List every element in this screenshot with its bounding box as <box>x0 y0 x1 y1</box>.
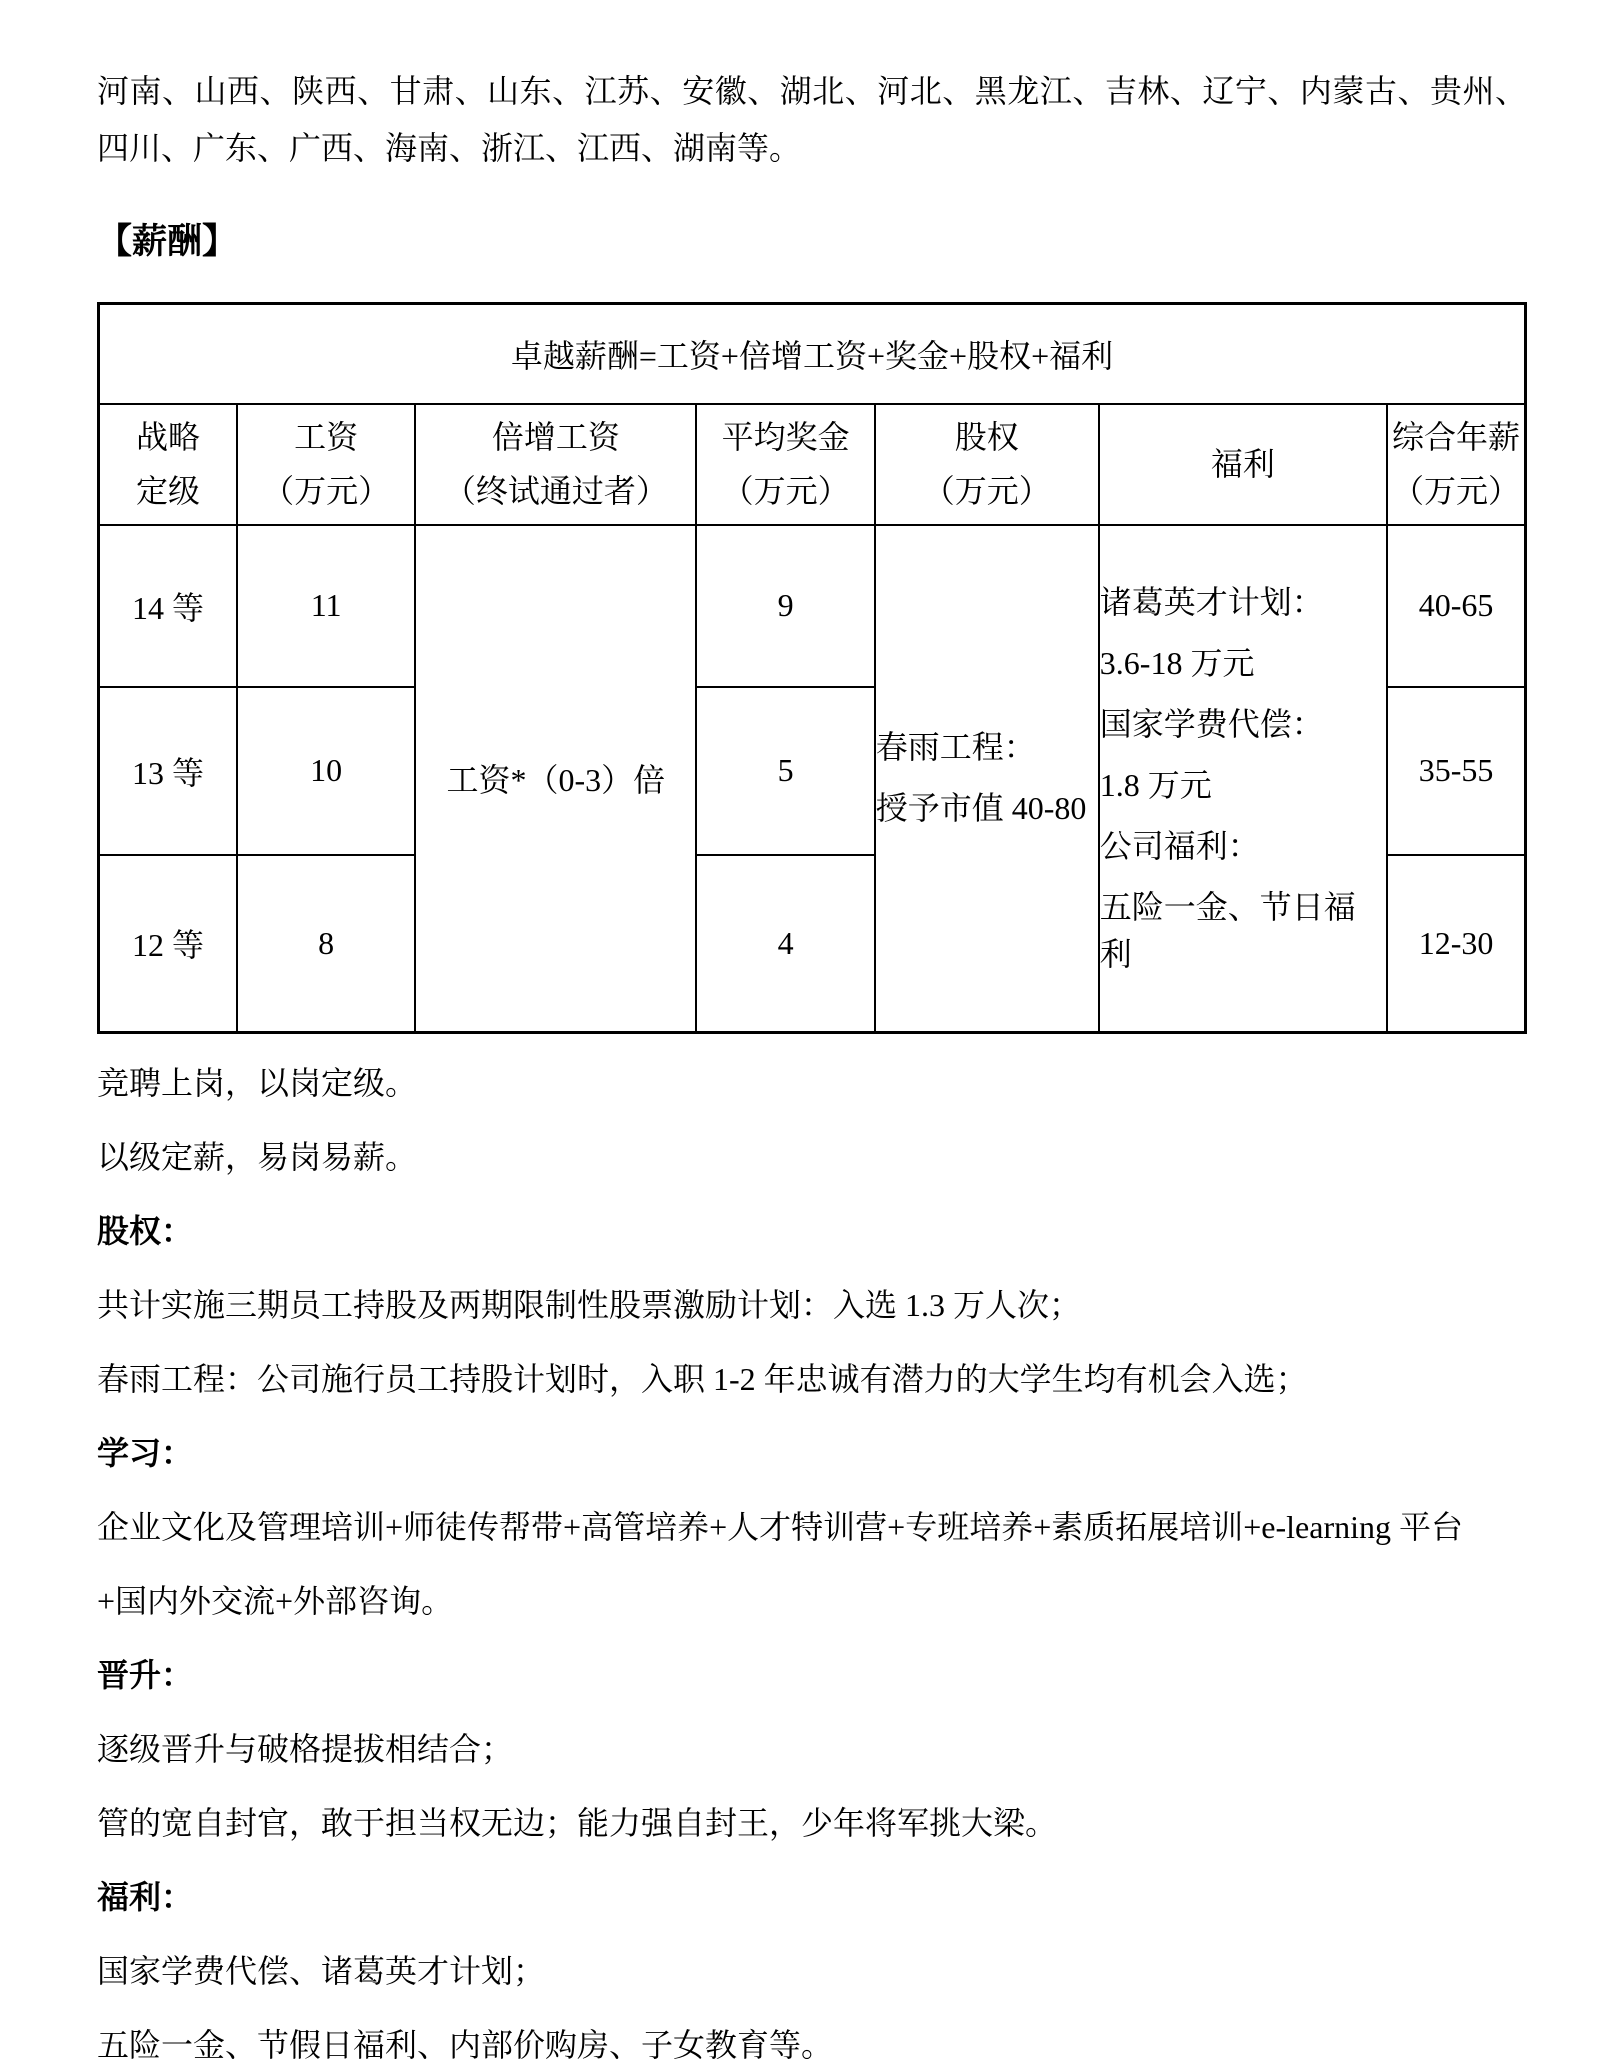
header-cell-welfare <box>1099 404 1387 525</box>
salary-section-heading: 【薪酬】 <box>97 222 238 261</box>
welfare-line: 1.8 万元 <box>1099 766 1212 803</box>
annual-cell: 35-55 <box>1387 687 1525 855</box>
header-line: 定级 <box>135 473 200 509</box>
header-line: 工资 <box>294 419 359 455</box>
paragraph-competition: 竞聘上岗，以岗定级。 <box>97 1065 418 1101</box>
equity-line: 授予市值 40-80 <box>875 790 1087 827</box>
salary-cell: 11 <box>237 525 415 687</box>
salary-table <box>97 302 1527 1034</box>
welfare-line: 五险一金、节日福利 <box>1099 888 1356 972</box>
paragraph-welfare-items: 五险一金、节假日福利、内部价购房、子女教育等。 <box>97 2027 834 2063</box>
header-line: 倍增工资 <box>491 419 620 455</box>
paragraph-promotion-path: 逐级晋升与破格提拔相结合； <box>97 1731 514 1767</box>
header-cell-multiplier <box>415 404 696 525</box>
training-line-1: 企业文化及管理培训+师徒传帮带+高管培养+人才特训营+专班培养+素质拓展培训+e-learning 平台 <box>97 1509 1463 1545</box>
header-cell-grade <box>99 404 237 525</box>
section-heading-promotion: 晋升： <box>97 1657 194 1693</box>
equity-line: 春雨工程： <box>875 729 1036 766</box>
equity-cell <box>875 525 1099 1033</box>
section-heading-welfare: 福利： <box>97 1879 194 1915</box>
grade-cell: 14 等 <box>99 525 237 687</box>
section-heading-equity: 股权： <box>97 1213 194 1249</box>
section-heading-learning: 学习： <box>97 1435 194 1471</box>
table-title: 卓越薪酬=工资+倍增工资+奖金+股权+福利 <box>99 304 1526 404</box>
header-line: （万元） <box>721 473 850 509</box>
header-line: 福利 <box>1210 446 1275 482</box>
header-line: 综合年薪 <box>1392 419 1521 455</box>
bonus-cell: 4 <box>696 855 874 1033</box>
welfare-line: 公司福利： <box>1099 827 1260 864</box>
welfare-cell <box>1099 525 1387 1033</box>
bonus-cell: 5 <box>696 687 874 855</box>
welfare-line: 诸葛英才计划： <box>1099 583 1324 620</box>
table-row <box>99 525 1526 687</box>
salary-cell: 8 <box>237 855 415 1033</box>
header-line: 战略 <box>135 419 200 455</box>
salary-cell: 10 <box>237 687 415 855</box>
header-cell-bonus <box>696 404 874 525</box>
paragraph-promotion-slogan: 管的宽自封官，敢于担当权无边；能力强自封王，少年将军挑大梁。 <box>97 1805 1058 1841</box>
training-line-2: +国内外交流+外部咨询。 <box>97 1583 454 1619</box>
paragraph-stock-plan: 共计实施三期员工持股及两期限制性股票激励计划：入选 1.3 万人次； <box>97 1287 1082 1323</box>
header-line: 股权 <box>954 419 1019 455</box>
multiplier-cell: 工资*（0-3）倍 <box>415 525 696 1033</box>
header-line: 平均奖金 <box>721 419 850 455</box>
annual-cell: 40-65 <box>1387 525 1525 687</box>
bonus-cell: 9 <box>696 525 874 687</box>
paragraph-grading: 以级定薪，易岗易薪。 <box>97 1139 418 1175</box>
header-cell-salary <box>237 404 415 525</box>
header-line: （终试通过者） <box>443 473 668 509</box>
table-header-row <box>99 404 1526 525</box>
header-line: （万元） <box>1392 473 1521 509</box>
header-cell-annual <box>1387 404 1525 525</box>
header-line: （万元） <box>262 473 391 509</box>
annual-cell: 12-30 <box>1387 855 1525 1033</box>
welfare-line: 国家学费代偿： <box>1099 705 1324 742</box>
welfare-line: 3.6-18 万元 <box>1099 644 1255 681</box>
provinces-paragraph: 河南、山西、陕西、甘肃、山东、江苏、安徽、湖北、河北、黑龙江、吉林、辽宁、内蒙古、贵州、四川、广东、广西、海南、浙江、江西、湖南等。 <box>97 73 1527 166</box>
paragraph-training <box>97 1490 1527 1638</box>
table-title-row <box>99 304 1526 404</box>
header-line: （万元） <box>922 473 1051 509</box>
header-cell-equity <box>875 404 1099 525</box>
grade-cell: 13 等 <box>99 687 237 855</box>
paragraph-chunyu-project: 春雨工程：公司施行员工持股计划时，入职 1-2 年忠诚有潜力的大学生均有机会入选； <box>97 1361 1308 1397</box>
grade-cell: 12 等 <box>99 855 237 1033</box>
paragraph-welfare-plans: 国家学费代偿、诸葛英才计划； <box>97 1953 546 1989</box>
